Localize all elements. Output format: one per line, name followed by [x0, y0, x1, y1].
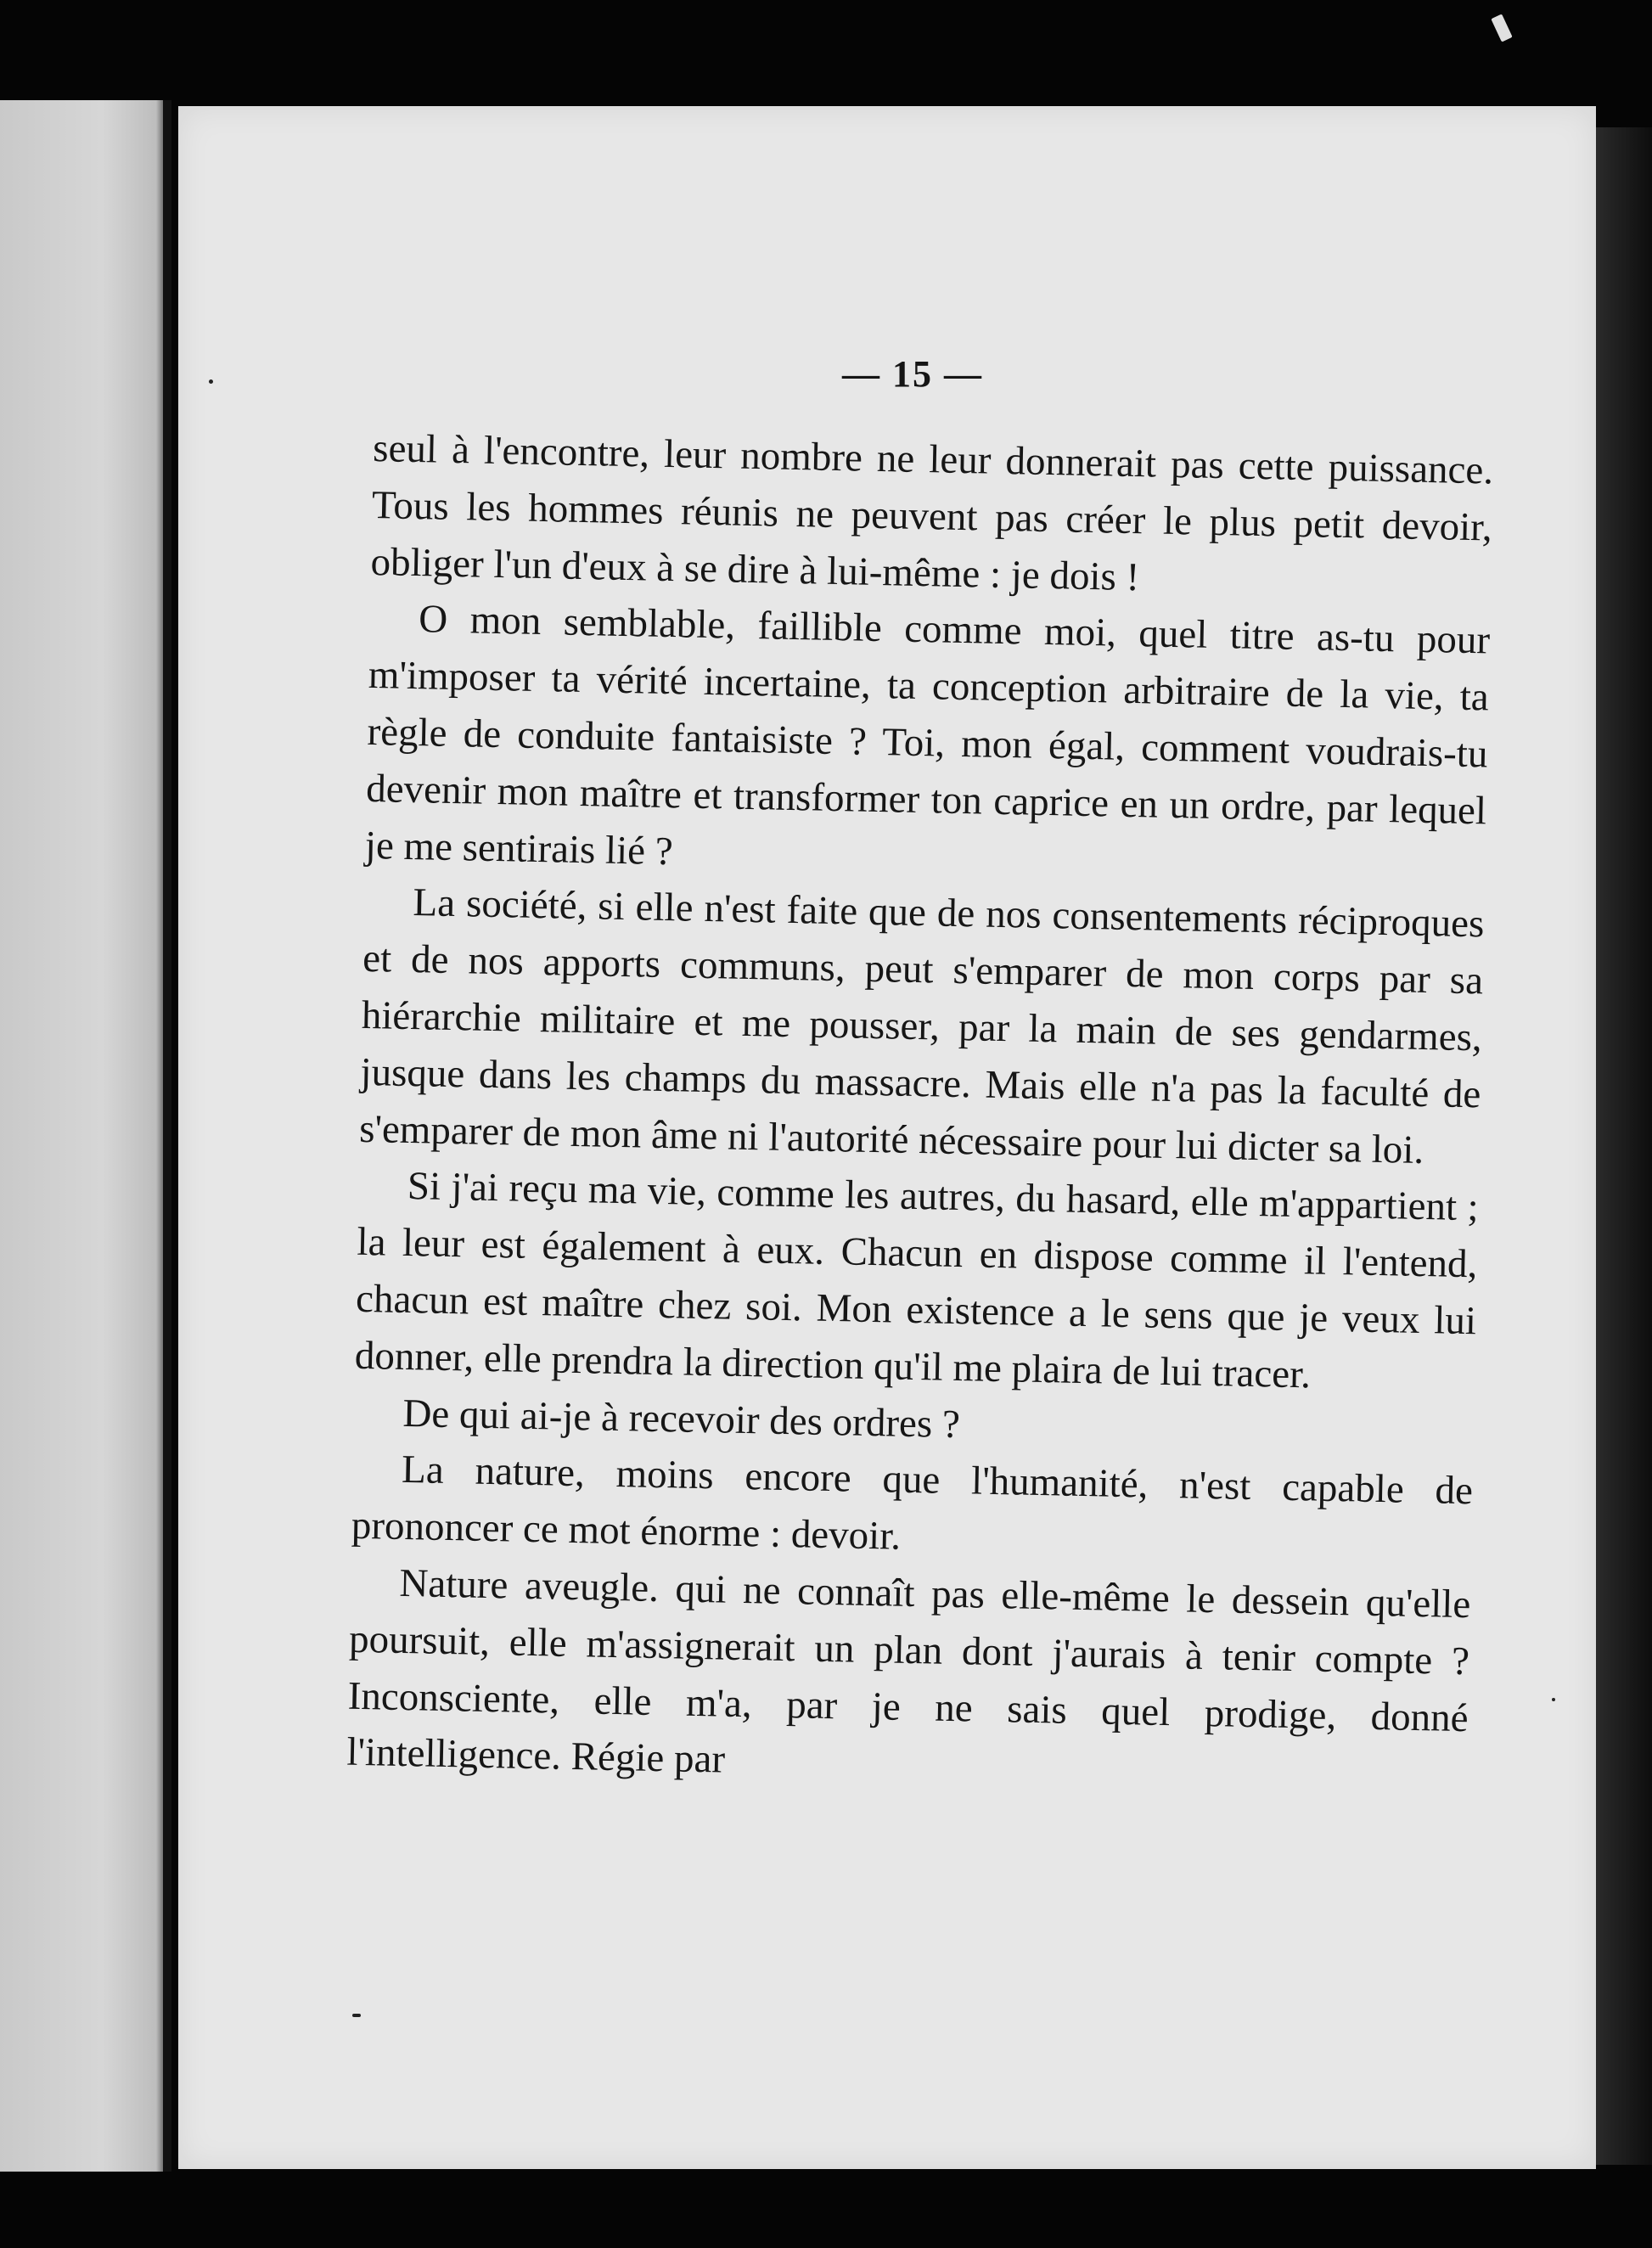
paragraph: Si j'ai reçu ma vie, comme les autres, du hasard, elle m'appartient ; la leur est également à eux. Chacun en dispose comme il l'entend, chacun est maître chez soi. Mon existence a le sens que je veux lui donner, elle prendra la direction qu'il me plaira de lui tracer. [354, 1164, 1480, 1397]
body-text [346, 420, 1494, 1803]
paragraph: Nature aveugle. qui ne connaît pas elle-même le dessein qu'elle poursuit, elle m'assignerait un plan dont j'aurais à tenir compte ? Inconsciente, elle m'a, par je ne sais quel prodige, donné l'intelligence. Régie par [346, 1560, 1471, 1782]
scan-speck [352, 2014, 361, 2017]
book-page [178, 106, 1596, 2169]
scan-speck [209, 379, 213, 384]
left-page-edge [0, 100, 170, 2172]
paragraph: De qui ai-je à recevoir des ordres ? [402, 1391, 961, 1447]
book-gutter [163, 100, 171, 2172]
scan-speck [1552, 1698, 1555, 1701]
page-number: — 15 — [842, 353, 983, 395]
paragraph: seul à l'encontre, leur nombre ne leur donnerait pas cette puissance. Tous les hommes réunis ne peuvent pas créer le plus petit devoir, obliger l'un d'eux à se dire à lui-même : je dois ! [370, 425, 1494, 599]
paragraph: La société, si elle n'est faite que de nos consentements réciproques et de nos apports communs, peut s'emparer de mon corps par sa hiérarchie militaire et me pousser, par la main de ses gendarmes, jusque dans les champs du massacre. Mais elle n'a pas la faculté de s'emparer de mon âme ni l'autorité nécessaire pour lui dicter sa loi. [358, 880, 1485, 1172]
paragraph: O mon semblable, faillible comme moi, quel titre as-tu pour m'imposer ta vérité incertaine, ta conception arbitraire de la vie, ta règle de conduite fantaisiste ? Toi, mon égal, comment voudrais-tu devenir mon maître et transformer ton caprice en un ordre, par lequel je me sentirais lié ? [364, 597, 1491, 874]
paragraph: La nature, moins encore que l'humanité, n'est capable de prononcer ce mot énorme : devoir. [351, 1447, 1474, 1559]
right-page-edge [1596, 127, 1652, 2165]
